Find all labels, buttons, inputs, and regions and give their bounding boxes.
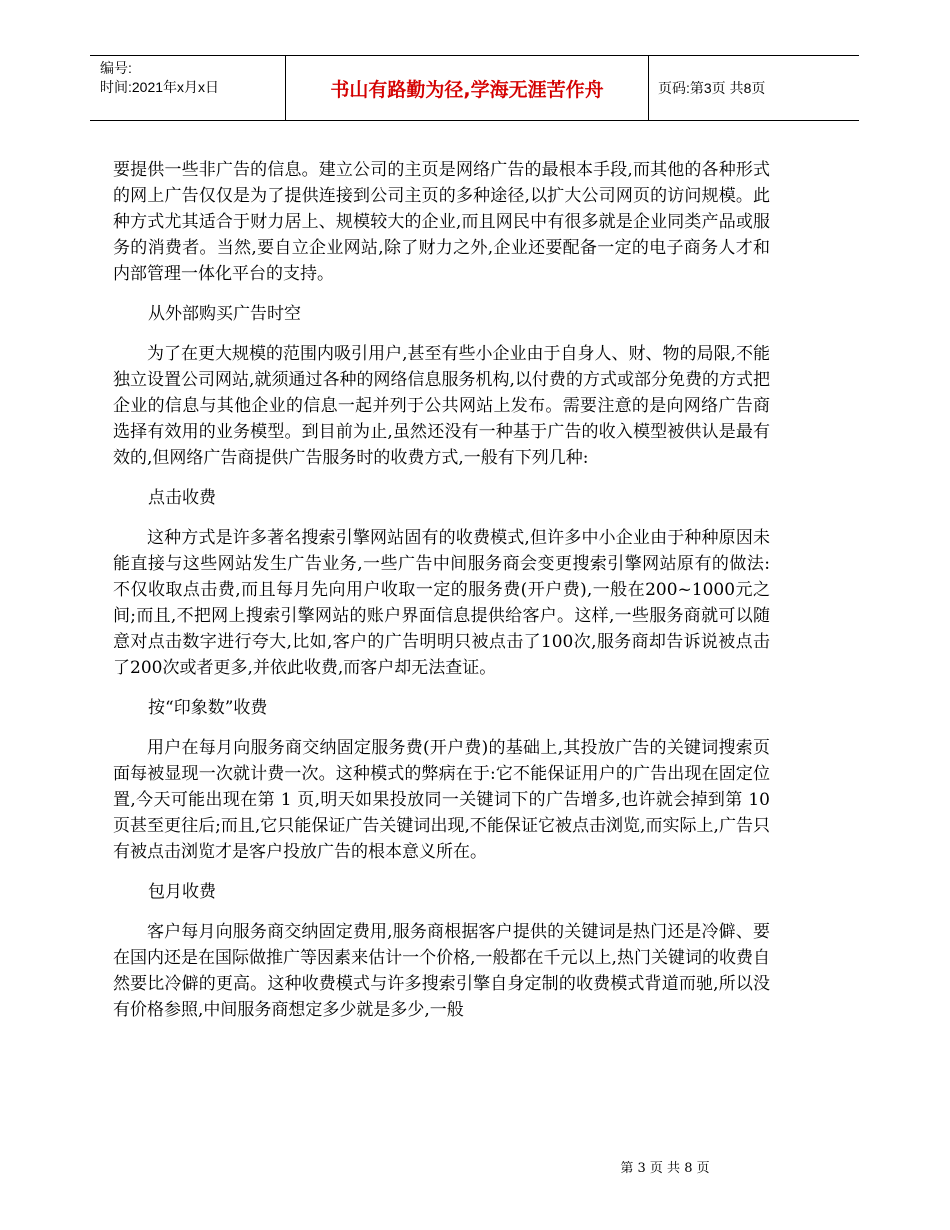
section-heading: 包月收费 [148,882,216,902]
header-page-info: 页码:第3页 共8页 [658,80,766,96]
paragraph: 为了在更大规模的范围内吸引用户,甚至有些小企业由于自身人、财、物的局限,不能独立设置公司网站,就须通过各种的网络信息服务机构,以付费的方式或部分免费的方式把企业的信息与其他企业的信息一起并列于公共网站上发布。需要注意的是向网络广告商选择有效用的业务模型。到目前为止,虽然还没有一种基于广告的收入模型被供认是最有效的,但网络广告商提供广告服务时的收费方式,一般有下列几种: [113,344,770,468]
section-heading: 按“印象数”收费 [148,698,268,718]
page-header [90,55,859,121]
document-body [113,157,770,1023]
header-number-label: 编号: [100,60,132,76]
section-heading: 点击收费 [148,488,216,508]
header-meta [100,59,280,97]
paragraph: 要提供一些非广告的信息。建立公司的主页是网络广告的最根本手段,而其他的各种形式的网上广告仅仅是为了提供连接到公司主页的多种途径,以扩大公司网页的访问规模。此种方式尤其适合于财力居上、规模较大的企业,而且网民中有很多就是企业同类产品或服务的消费者。当然,要自立企业网站,除了财力之外,企业还要配备一定的电子商务人才和内部管理一体化平台的支持。 [113,160,770,284]
header-time-label: 时间:2021年x月x日 [100,79,220,95]
paragraph: 这种方式是许多著名搜索引擎网站固有的收费模式,但许多中小企业由于种种原因未能直接与这些网站发生广告业务,一些广告中间服务商会变更搜索引擎网站原有的做法:不仅收取点击费,而且每月先向用户收取一定的服务费(开户费),一般在200~1000元之间;而且,不把网上搜索引擎网站的账户界面信息提供给客户。这样,一些服务商就可以随意对点击数字进行夸大,比如,客户的广告明明只被点击了100次,服务商却告诉说被点击了200次或者更多,并依此收费,而客户却无法查证。 [113,528,770,678]
section-heading: 从外部购买广告时空 [148,304,301,324]
page-footer: 第 3 页 共 8 页 [620,1161,710,1176]
header-motto: 书山有路勤为径,学海无涯苦作舟 [330,78,604,101]
paragraph: 客户每月向服务商交纳固定费用,服务商根据客户提供的关键词是热门还是冷僻、要在国内还是在国际做推广等因素来估计一个价格,一般都在千元以上,热门关键词的收费自然要比冷僻的更高。这种收费模式与许多搜索引擎自身定制的收费模式背道而驰,所以没有价格参照,中间服务商想定多少就是多少,一般 [113,922,770,1020]
paragraph: 用户在每月向服务商交纳固定服务费(开户费)的基础上,其投放广告的关键词搜索页面每被显现一次就计费一次。这种模式的弊病在于:它不能保证用户的广告出现在固定位置,今天可能出现在第 1 页,明天如果投放同一关键词下的广告增多,也许就会掉到第 10 页甚至更往后;而且,它只能保证广告关键词出现,不能保证它被点击浏览,而实际上,广告只有被点击浏览才是客户投放广告的根本意义所在。 [113,738,770,862]
header-divider [648,56,649,120]
